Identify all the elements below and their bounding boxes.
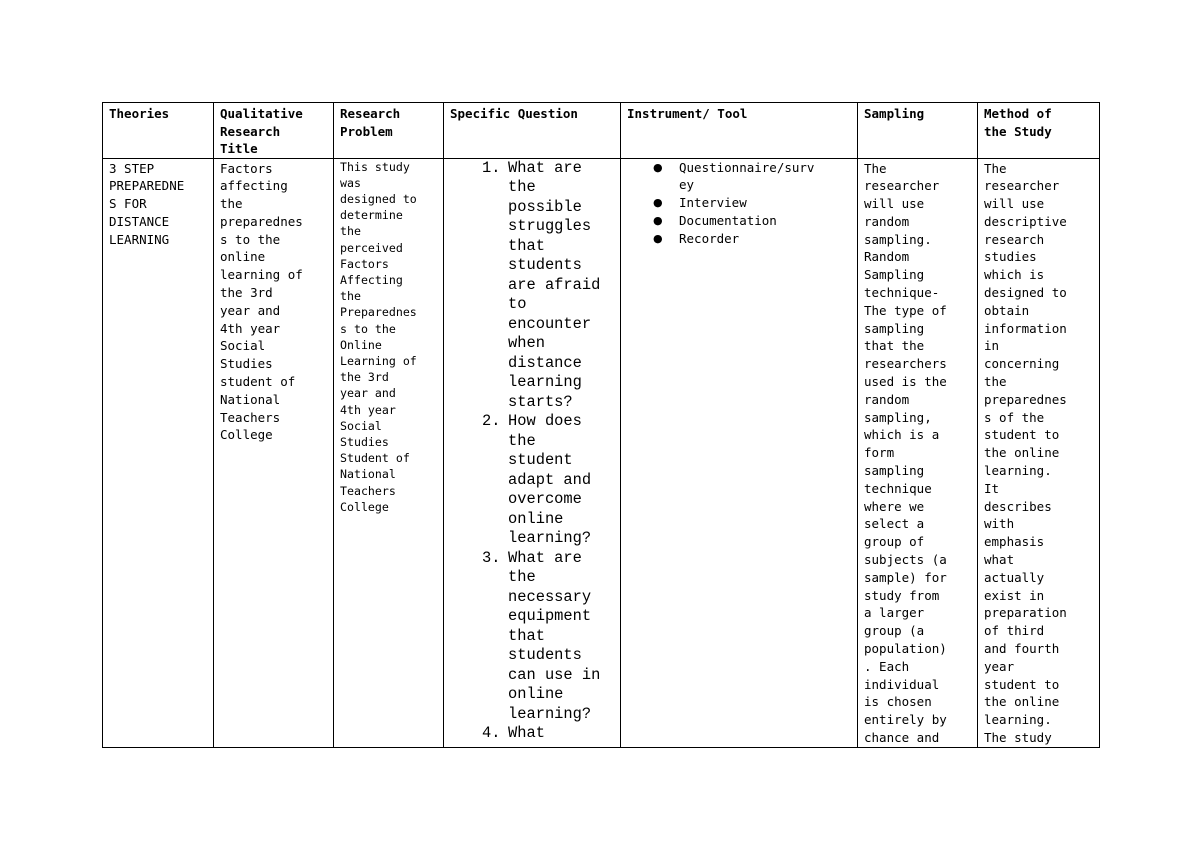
table-header-row xyxy=(103,103,1100,159)
tool-item: ● Interview xyxy=(653,195,747,211)
research-table xyxy=(102,102,1100,748)
cell-method: The researcher will use descriptive research studies which is designed to obtain information in concerning the preparednes s of the student to the online learning. It describes with emphasis what actually exist in preparation of third and fourth year student to the online learning. The study xyxy=(978,158,1100,747)
bullet-icon: ● xyxy=(653,231,663,245)
header-instrument-tool: Instrument/ Tool xyxy=(621,103,858,159)
tool-item: ● Questionnaire/surv ey xyxy=(653,159,815,193)
header-qualitative-title: Qualitative Research Title xyxy=(214,103,334,159)
bullet-icon: ● xyxy=(653,196,663,210)
header-sampling: Sampling xyxy=(858,103,978,159)
tools-list xyxy=(627,159,851,248)
cell-qualitative-title: Factors affecting the preparednes s to the online learning of the 3rd year and 4th year Social Studies student of National Teachers College xyxy=(214,158,334,747)
header-specific-question: Specific Question xyxy=(444,103,621,159)
cell-specific-questions xyxy=(444,158,621,747)
header-research-problem: Research Problem xyxy=(334,103,444,159)
table-row xyxy=(103,158,1100,747)
header-method: Method of the Study xyxy=(978,103,1100,159)
tool-item: ● Documentation xyxy=(653,212,777,228)
question-item: 1. What are the possible struggles that students are afraid to encounter when distance learning starts? xyxy=(482,158,601,411)
question-item: 2. How does the student adapt and overcome online learning? xyxy=(482,412,592,547)
header-theories: Theories xyxy=(103,103,214,159)
bullet-icon: ● xyxy=(653,213,663,227)
cell-theories: 3 STEP PREPAREDNE S FOR DISTANCE LEARNING xyxy=(103,158,214,747)
questions-list xyxy=(450,159,614,744)
question-item: 3. What are the necessary equipment that students can use in online learning? xyxy=(482,548,601,723)
cell-sampling: The researcher will use random sampling. Random Sampling technique- The type of sampling that the researchers used is the random sampling, which is a form sampling technique where we select a group of subjects (a sample) for study from a larger group (a population) . Each individual is chosen entirely by chance and xyxy=(858,158,978,747)
tool-item: ● Recorder xyxy=(653,230,740,246)
question-item: 4. What xyxy=(482,724,545,742)
cell-instrument-tools xyxy=(621,158,858,747)
bullet-icon: ● xyxy=(653,160,663,174)
cell-research-problem: This study was designed to determine the perceived Factors Affecting the Preparednes s to the Online Learning of the 3rd year and 4th year Social Studies Student of National Teachers College xyxy=(334,158,444,747)
